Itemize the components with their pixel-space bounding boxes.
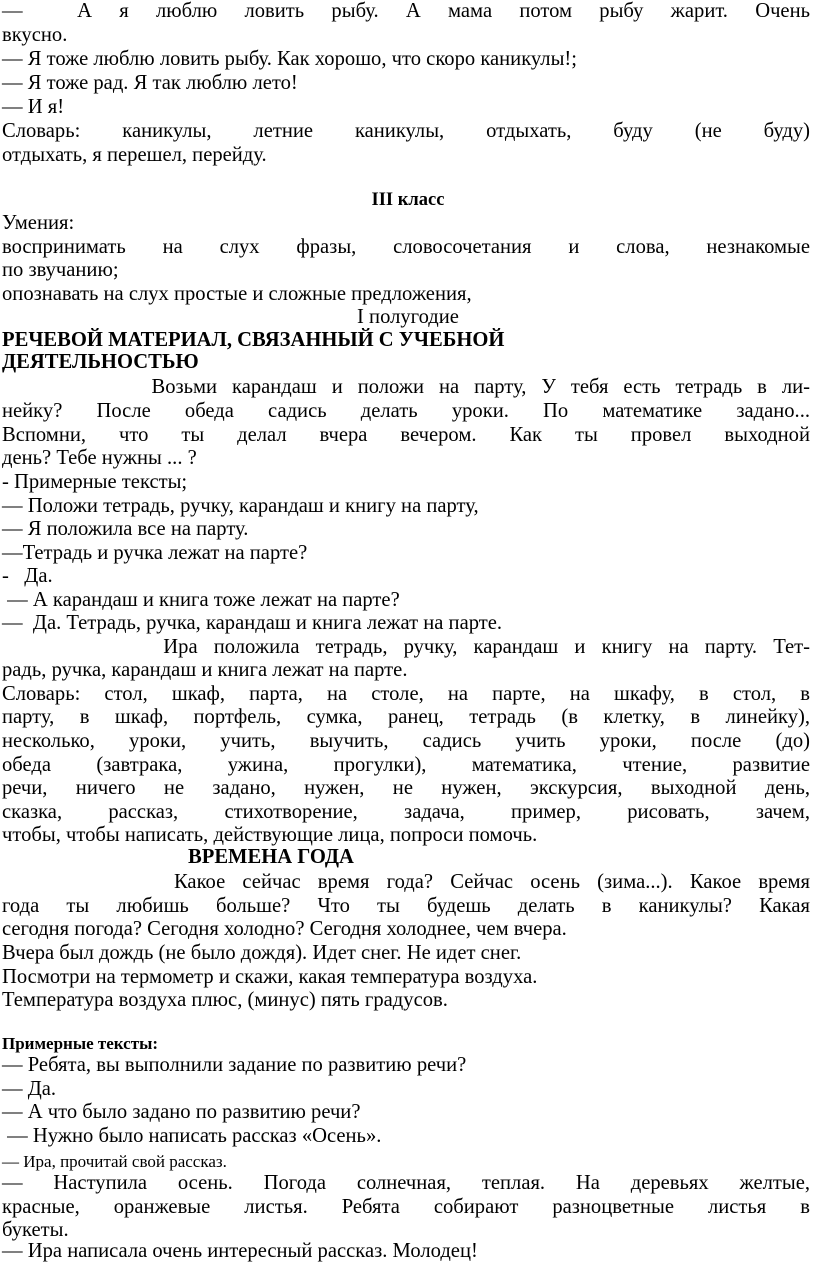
subheading-half-year: I полугодие — [357, 306, 459, 328]
text-line: Возьми карандаш и положи на парту, У тебя есть тетрадь в ли- — [2, 376, 810, 398]
text-line: опознавать на слух простые и сложные предложения, — [2, 283, 472, 305]
text-line: воспринимать на слух фразы, словосочетания и слова, незнакомые — [2, 236, 810, 258]
text-line: - Да. — [2, 565, 53, 587]
text-line: красные, оранжевые листья. Ребята собирают разноцветные листья в — [2, 1196, 810, 1218]
text-line: — Наступила осень. Погода солнечная, теплая. На деревьях желтые, — [2, 1172, 810, 1194]
text-line: — А я люблю ловить рыбу. А мама потом рыбу жарит. Очень — [2, 0, 810, 22]
text-line: Умения: — [2, 212, 75, 234]
text-line: — Нужно было написать рассказ «Осень». — [2, 1125, 382, 1147]
text-line: сказка, рассказ, стихотворение, задача, пример, рисовать, зачем, — [2, 801, 810, 823]
text-line: — Да. — [2, 1078, 57, 1100]
text-line: парту, в шкаф, портфель, сумка, ранец, тетрадь (в клетку, в линейку), — [2, 706, 810, 728]
text-line: — Да. Тетрадь, ручка, карандаш и книга лежат на парте. — [2, 612, 503, 634]
text-line: — Ира, прочитай свой рассказ. — [2, 1152, 227, 1171]
section-heading-seasons: ВРЕМЕНА ГОДА — [188, 846, 354, 868]
text-line: — А что было задано по развитию речи? — [2, 1101, 361, 1123]
text-line: — А карандаш и книга тоже лежат на парте? — [2, 589, 400, 611]
text-line: чтобы, чтобы написать, действующие лица, попроси помочь. — [2, 824, 538, 846]
text-line: Посмотри на термометр и скажи, какая температура воздуха. — [2, 966, 538, 988]
text-line: Вчера был дождь (не было дождя). Идет снег. Не идет снег. — [2, 942, 522, 964]
text-line: Температура воздуха плюс, (минус) пять градусов. — [2, 989, 448, 1011]
text-line: отдыхать, я перешел, перейду. — [2, 144, 267, 166]
text-line: - Примерные тексты; — [2, 471, 188, 493]
text-line: года ты любишь больше? Что ты будешь делать в каникулы? Какая — [2, 895, 810, 917]
text-line: Вспомни, что ты делал вчера вечером. Как ты провел выходной — [2, 424, 810, 446]
text-line: — И я! — [2, 96, 65, 118]
text-line: — Положи тетрадь, ручку, карандаш и книгу на парту, — [2, 495, 479, 517]
text-line: — Ира написала очень интересный рассказ. Молодец! — [2, 1240, 478, 1262]
text-line: Ира положила тетрадь, ручку, карандаш и книгу на парту. Тет- — [2, 636, 810, 658]
text-line: — Ребята, вы выполнили задание по развитию речи? — [2, 1054, 467, 1076]
text-line: нейку? После обеда садись делать уроки. По математике задано... — [2, 400, 810, 422]
text-line: радь, ручка, карандаш и книга лежат на парте. — [2, 659, 408, 681]
section-heading-class: III класс — [371, 190, 445, 210]
text-line: день? Тебе нужны ... ? — [2, 447, 197, 469]
text-line: по звучанию; — [2, 259, 119, 281]
text-line: речи, ничего не задано, нужен, не нужен, экскурсия, выходной день, — [2, 777, 810, 799]
text-line: Какое сейчас время года? Сейчас осень (зима...). Какое время — [2, 871, 810, 893]
text-line: — Я тоже рад. Я так люблю лето! — [2, 72, 298, 94]
text-line: Словарь: каникулы, летние каникулы, отдыхать, буду (не буду) — [2, 120, 810, 142]
text-line: —Тетрадь и ручка лежат на парте? — [2, 542, 308, 564]
text-line: несколько, уроки, учить, выучить, садись учить уроки, после (до) — [2, 730, 810, 752]
text-line: — Я тоже люблю ловить рыбу. Как хорошо, что скоро каникулы!; — [2, 48, 577, 70]
text-line: Словарь: стол, шкаф, парта, на столе, на парте, на шкафу, в стол, в — [2, 683, 810, 705]
text-line: сегодня погода? Сегодня холодно? Сегодня холоднее, чем вчера. — [2, 918, 567, 940]
subheading-examples: Примерные тексты: — [2, 1034, 159, 1053]
text-line: вкусно. — [2, 24, 68, 46]
text-line: обеда (завтрака, ужина, прогулки), математика, чтение, развитие — [2, 754, 810, 776]
text-line: букеты. — [2, 1219, 69, 1241]
text-line: — Я положила все на парту. — [2, 518, 249, 540]
section-heading-speech: ДЕЯТЕЛЬНОСТЬЮ — [2, 351, 199, 373]
section-heading-speech: РЕЧЕВОЙ МАТЕРИАЛ, СВЯЗАННЫЙ С УЧЕБНОЙ — [2, 329, 505, 351]
